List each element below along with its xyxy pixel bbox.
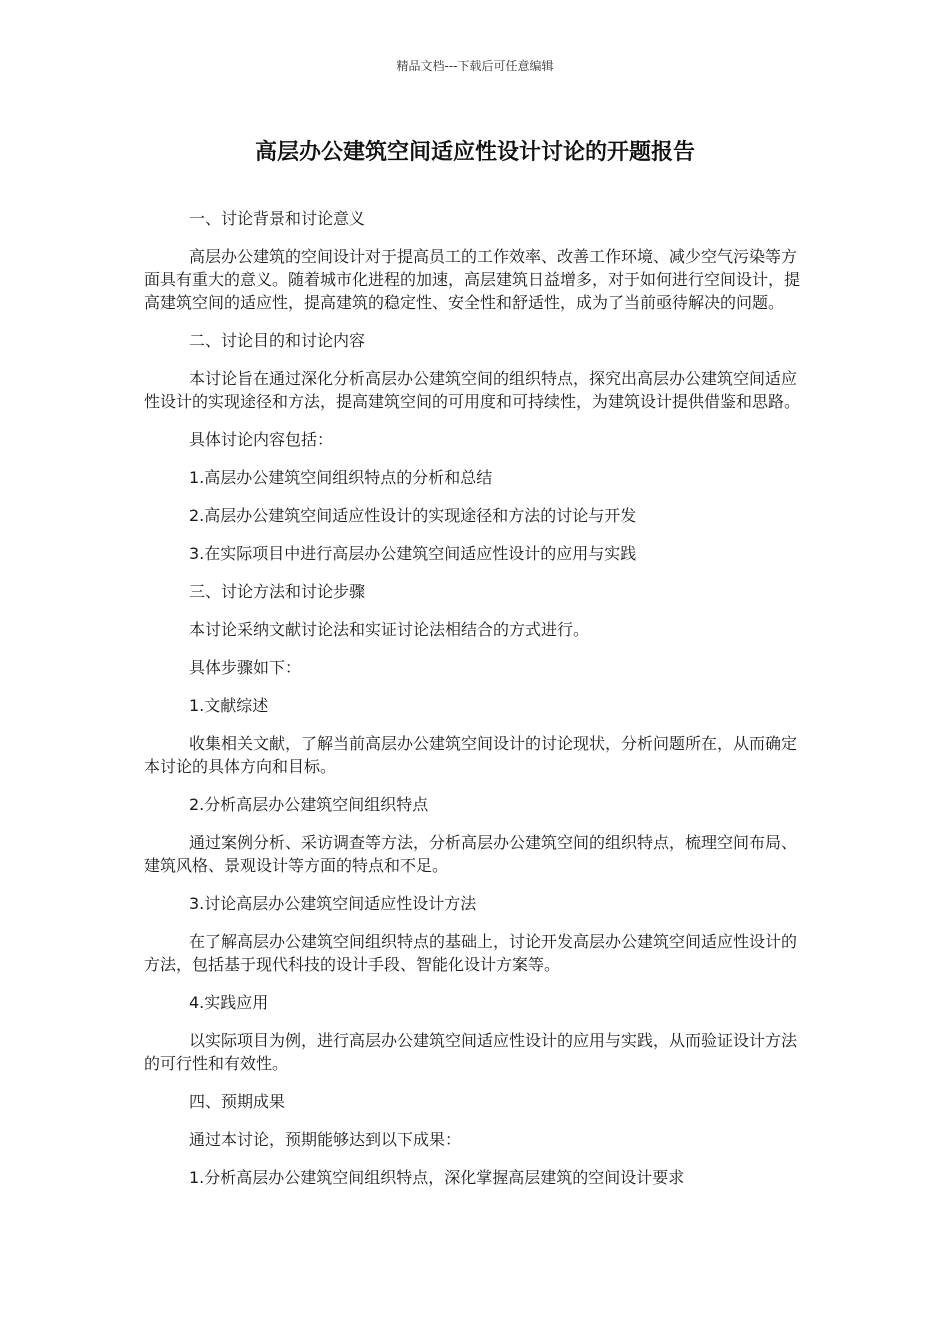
page-header: 精品文档---下载后可任意编辑 xyxy=(396,59,554,73)
list-item: 1.分析高层办公建筑空间组织特点，深化掌握高层建筑的空间设计要求 xyxy=(189,1168,685,1187)
list-item: 3.在实际项目中进行高层办公建筑空间适应性设计的应用与实践 xyxy=(189,544,637,563)
paragraph: 具体讨论内容包括： xyxy=(189,430,334,449)
paragraph: 本讨论旨在通过深化分析高层办公建筑空间的组织特点，探究出高层办公建筑空间适应性设计的实现途径和方法，提高建筑空间的可用度和可持续性，为建筑设计提供借鉴和思路。 xyxy=(144,369,801,411)
list-item: 2.高层办公建筑空间适应性设计的实现途径和方法的讨论与开发 xyxy=(189,506,637,525)
paragraph: 收集相关文献，了解当前高层办公建筑空间设计的讨论现状，分析问题所在，从而确定本讨论的具体方向和目标。 xyxy=(144,734,798,776)
document-body xyxy=(144,207,806,1204)
paragraph: 以实际项目为例，进行高层办公建筑空间适应性设计的应用与实践，从而验证设计方法的可行性和有效性。 xyxy=(144,1031,798,1073)
section-heading: 三、讨论方法和讨论步骤 xyxy=(189,582,366,601)
section-heading: 一、讨论背景和讨论意义 xyxy=(189,209,366,228)
paragraph: 通过本讨论，预期能够达到以下成果： xyxy=(189,1130,462,1149)
document-title: 高层办公建筑空间适应性设计讨论的开题报告 xyxy=(254,140,695,165)
paragraph: 本讨论采纳文献讨论法和实证讨论法相结合的方式进行。 xyxy=(189,620,590,639)
section-heading: 四、预期成果 xyxy=(189,1092,286,1111)
paragraph: 通过案例分析、采访调查等方法，分析高层办公建筑空间的组织特点，梳理空间布局、建筑风格、景观设计等方面的特点和不足。 xyxy=(144,833,798,875)
paragraph: 在了解高层办公建筑空间组织特点的基础上，讨论开发高层办公建筑空间适应性设计的方法，包括基于现代科技的设计手段、智能化设计方案等。 xyxy=(144,932,798,974)
section-heading: 二、讨论目的和讨论内容 xyxy=(189,331,366,350)
step-heading: 4.实践应用 xyxy=(189,993,269,1012)
step-heading: 3.讨论高层办公建筑空间适应性设计方法 xyxy=(189,894,477,913)
step-heading: 2.分析高层办公建筑空间组织特点 xyxy=(189,795,429,814)
list-item: 1.高层办公建筑空间组织特点的分析和总结 xyxy=(189,468,493,487)
step-heading: 1.文献综述 xyxy=(189,696,269,715)
paragraph: 高层办公建筑的空间设计对于提高员工的工作效率、改善工作环境、减少空气污染等方面具有重大的意义。随着城市化进程的加速，高层建筑日益增多，对于如何进行空间设计，提高建筑空间的适应性，提高建筑的稳定性、安全性和舒适性，成为了当前亟待解决的问题。 xyxy=(144,247,801,312)
paragraph: 具体步骤如下： xyxy=(189,658,302,677)
